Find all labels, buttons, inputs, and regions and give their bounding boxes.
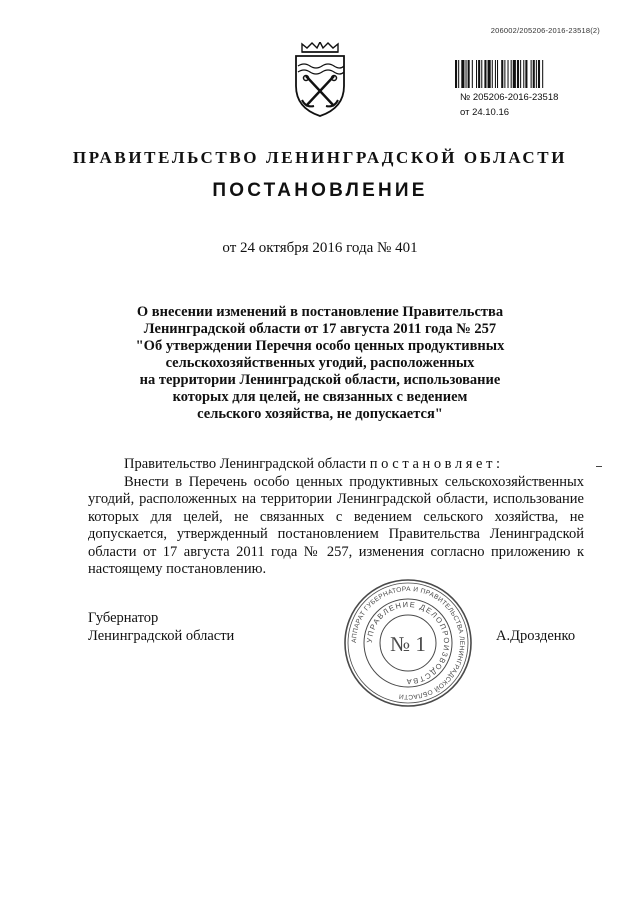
barcode-bar	[458, 60, 459, 88]
barcode-bar	[533, 60, 535, 88]
barcode-bar	[508, 60, 509, 88]
registration-number: № 205206-2016-23518	[460, 92, 559, 103]
decree-title-line: сельскохозяйственных угодий, расположенных	[165, 355, 475, 371]
official-stamp	[342, 577, 474, 709]
margin-mark	[596, 466, 602, 467]
stamp-inner-text: УПРАВЛЕНИЕ ДЕЛОПРОИЗВОДСТВА	[364, 599, 452, 687]
stamp-center-number: № 1	[390, 632, 426, 656]
coat-of-arms-icon	[288, 42, 352, 118]
decree-title-line: "Об утверждении Перечня особо ценных продуктивных	[135, 338, 505, 354]
decree-date-number: от 24 октября 2016 года № 401	[222, 240, 418, 256]
barcode-bar	[536, 60, 537, 88]
barcode-bar	[461, 60, 464, 88]
decree-title-line: О внесении изменений в постановление Правительства	[136, 304, 504, 320]
decree-title-line: которых для целей, не связанных с ведением	[172, 389, 468, 405]
barcode-bar	[468, 60, 470, 88]
barcode-bar	[513, 60, 516, 88]
barcode-bar	[504, 60, 505, 88]
decree-title	[100, 304, 540, 423]
barcode-bar	[455, 60, 457, 88]
decree-body	[88, 456, 584, 579]
barcode-bar	[495, 60, 496, 88]
barcode-bar	[497, 60, 498, 88]
barcode-bar	[472, 60, 473, 88]
barcode-bar	[492, 60, 493, 88]
barcode-bar	[484, 60, 486, 88]
barcode-bar	[517, 60, 519, 88]
document-code: 206002/205206-2016-23518(2)	[490, 26, 600, 35]
barcode-bar	[476, 60, 477, 88]
government-name: ПРАВИТЕЛЬСТВО ЛЕНИНГРАДСКОЙ ОБЛАСТИ	[72, 148, 568, 167]
document-type: ПОСТАНОВЛЕНИЕ	[212, 180, 428, 201]
barcode-icon	[455, 60, 583, 88]
decree-paragraph: Внести в Перечень особо ценных продуктивных сельскохозяйственных угодий, расположенных на территории Ленинградской области, использование которых для целей, не связанных с ведением сельского хозяйства, не допускается, утвержденный постановлением Правительства Ленинградской области от 17 августа 2011 года № 257, изменения согласно приложению к настоящему постановлению.	[88, 473, 584, 577]
barcode-bar	[501, 60, 503, 88]
intro-subject: Правительство Ленинградской области	[124, 456, 367, 472]
barcode-bar	[511, 60, 512, 88]
intro-verb: постановляет:	[369, 456, 504, 472]
signatory-region: Ленинградской области	[88, 628, 235, 644]
decree-title-line: сельского хозяйства, не допускается"	[197, 406, 443, 422]
decree-title-line: на территории Ленинградской области, использование	[139, 372, 501, 388]
barcode-bar	[478, 60, 480, 88]
barcode-bar	[481, 60, 482, 88]
signatory-name: А.Дрозденко	[496, 628, 576, 644]
registration-date: от 24.10.16	[460, 107, 510, 118]
decree-title-line: Ленинградской области от 17 августа 2011 года № 257	[143, 321, 497, 337]
signatory-title: Губернатор	[88, 610, 159, 626]
barcode-bar	[542, 60, 543, 88]
barcode-bar	[488, 60, 491, 88]
barcode-bar	[538, 60, 540, 88]
barcode-bar	[466, 60, 467, 88]
barcode-bar	[525, 60, 527, 88]
stamp-outer-text: АППАРАТ ГУБЕРНАТОРА И ПРАВИТЕЛЬСТВА ЛЕНИНГРАДСКОЙ ОБЛАСТИ	[350, 585, 466, 701]
decree-intro	[88, 456, 584, 474]
barcode-bar	[531, 60, 532, 88]
barcode-bar	[523, 60, 524, 88]
barcode-bar	[520, 60, 521, 88]
